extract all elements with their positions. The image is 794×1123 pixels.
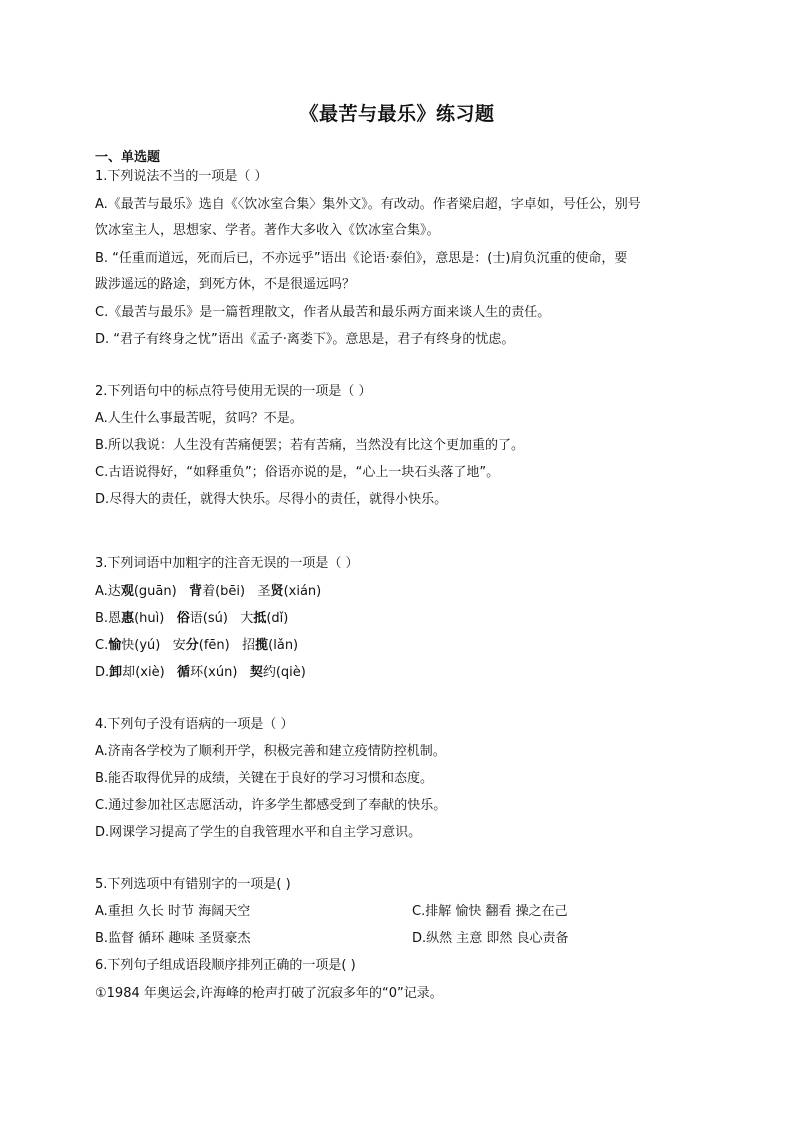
question-3-option-c: C.愉快(yú) 安分(fēn) 招揽(lǎn) [95,638,299,653]
question-5-stem: 5.下列选项中有错别字的一项是( ) [95,877,291,892]
question-1-option-b-line-2: 跋涉遥远的路途，到死方休，不是很遥远吗？ [95,277,356,292]
question-2-option-b: B.所以我说：人生没有苦痛便罢；若有苦痛，当然没有比这个更加重的了。 [95,438,525,453]
question-1-option-d: D. “君子有终身之忧”语出《孟子·离娄下》。意思是，君子有终身的忧虑。 [95,332,515,347]
question-5-option-b: B.监督 循环 趣味 圣贤豪杰 [95,931,251,946]
question-5-option-d: D.纵然 主意 即然 良心责备 [412,931,569,946]
question-2-option-a: A.人生什么事最苦呢，贫吗？不是。 [95,411,303,426]
question-1-option-a-line-1: A.《最苦与最乐》选自《〈饮冰室合集〉集外文》。有改动。作者梁启超，字卓如，号任公，别号 [95,197,641,212]
page-title: 《最苦与最乐》练习题 [299,103,495,125]
question-4-option-d: D.网课学习提高了学生的自我管理水平和自主学习意识。 [95,825,422,840]
question-5-option-a: A.重担 久长 时节 海阔天空 [95,904,251,919]
question-3-option-a: A.达观(guān) 背着(bēi) 圣贤(xián) [95,584,322,599]
question-1-option-c: C.《最苦与最乐》是一篇哲理散文，作者从最苦和最乐两方面来谈人生的责任。 [95,305,551,320]
question-2-stem: 2.下列语句中的标点符号使用无误的一项是（ ） [95,384,372,399]
question-4-option-a: A.济南各学校为了顺利开学，积极完善和建立疫情防控机制。 [95,744,446,759]
question-2-option-c: C.古语说得好，“如释重负”；俗语亦说的是，“心上一块石头落了地”。 [95,465,500,480]
question-6-sentence-1: ①1984 年奥运会,许海峰的枪声打破了沉寂多年的“0”记录。 [95,986,443,1001]
question-3-option-d: D.卸却(xiè) 循环(xún) 契约(qiè) [95,665,306,680]
question-5-option-c: C.排解 愉快 翻看 操之在己 [412,904,568,919]
question-3-option-b: B.恩惠(huì) 俗语(sú) 大抵(dǐ) [95,611,289,626]
question-6-stem: 6.下列句子组成语段顺序排列正确的一项是( ) [95,958,356,973]
question-1-option-b-line-1: B. “任重而道远，死而后已，不亦远乎”语出《论语·泰伯》，意思是：(士)肩负沉重的使命，要 [95,251,628,266]
question-3-stem: 3.下列词语中加粗字的注音无误的一项是（ ） [95,556,359,571]
section-heading: 一、单选题 [95,150,161,165]
question-4-option-c: C.通过参加社区志愿活动，许多学生都感受到了奉献的快乐。 [95,798,447,813]
question-1-stem: 1.下列说法不当的一项是（ ） [95,169,268,184]
question-4-stem: 4.下列句子没有语病的一项是（ ） [95,717,294,732]
question-2-option-d: D.尽得大的责任，就得大快乐。尽得小的责任，就得小快乐。 [95,492,448,507]
question-4-option-b: B.能否取得优异的成绩，关键在于良好的学习习惯和态度。 [95,771,434,786]
question-1-option-a-line-2: 饮冰室主人，思想家、学者。著作大多收入《饮冰室合集》。 [95,223,440,238]
